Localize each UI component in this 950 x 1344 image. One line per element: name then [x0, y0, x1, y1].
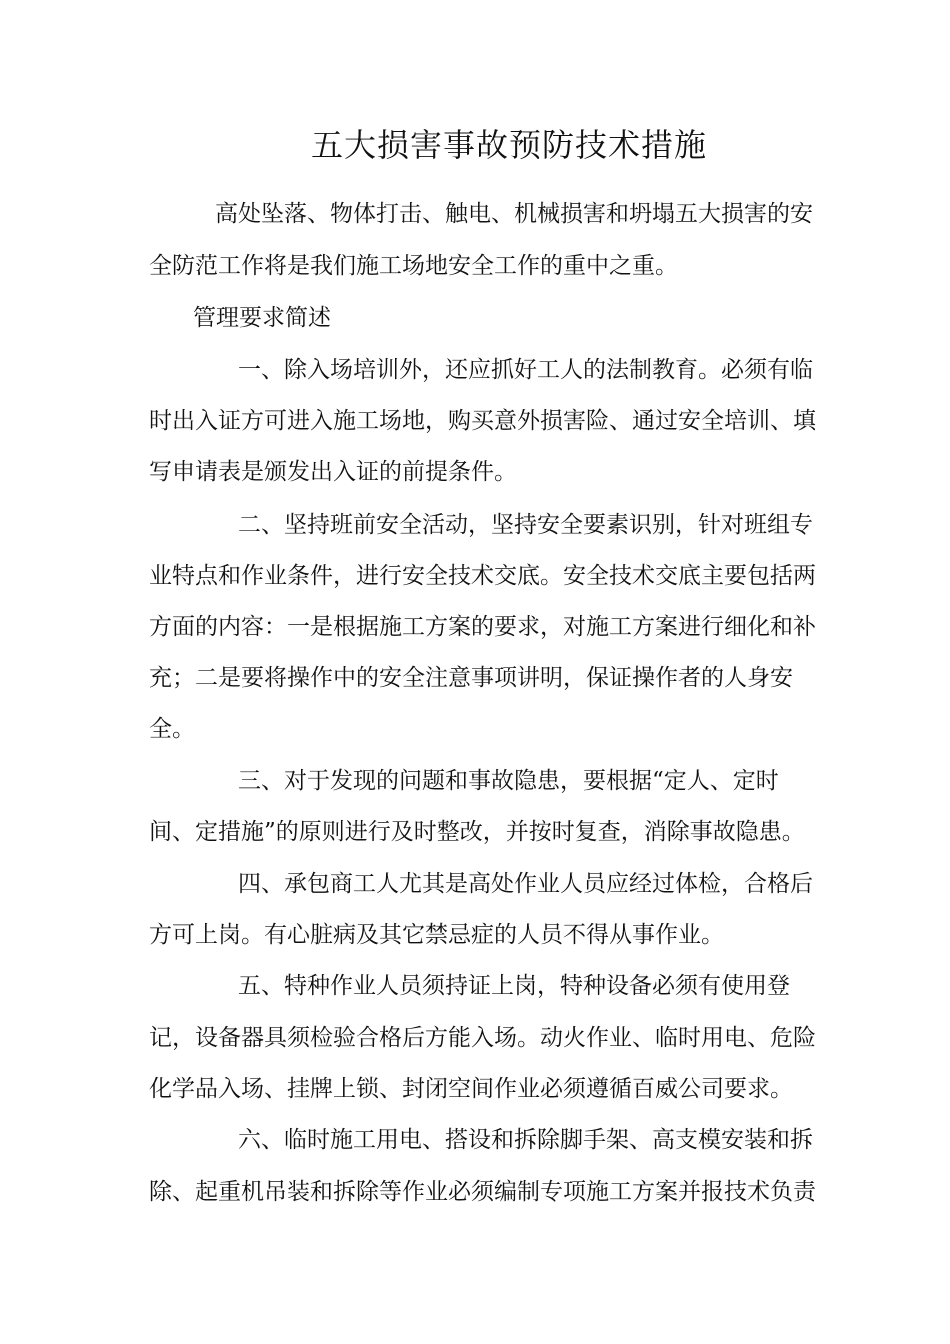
text-line: 记，设备器具须检验合格后方能入场。动火作业、临时用电、危险 [149, 1025, 816, 1051]
text-line: 间、定措施”的原则进行及时整改，并按时复查，消除事故隐患。 [149, 819, 805, 845]
text-line: 全。 [149, 716, 195, 742]
section-heading: 管理要求简述 [193, 305, 331, 331]
text-line: 一、除入场培训外，还应抓好工人的法制教育。必须有临 [238, 357, 813, 383]
text-line: 四、承包商工人尤其是高处作业人员应经过体检，合格后 [238, 871, 813, 897]
text-line: 三、对于发现的问题和事故隐患，要根据“定人、定时 [238, 768, 779, 794]
text-line: 写申请表是颁发出入证的前提条件。 [149, 459, 517, 485]
text-line: 五、特种作业人员须持证上岗，特种设备必须有使用登 [238, 973, 790, 999]
text-line: 方面的内容：一是根据施工方案的要求，对施工方案进行细化和补 [149, 614, 816, 640]
text-line: 时出入证方可进入施工场地，购买意外损害险、通过安全培训、填 [149, 408, 816, 434]
text-line: 二、坚持班前安全活动，坚持安全要素识别，针对班组专 [238, 512, 813, 538]
text-line: 业特点和作业条件，进行安全技术交底。安全技术交底主要包括两 [149, 563, 816, 589]
text-line: 除、起重机吊装和拆除等作业必须编制专项施工方案并报技术负责 [149, 1179, 816, 1205]
text-line: 高处坠落、物体打击、触电、机械损害和坍塌五大损害的安 [215, 201, 813, 227]
text-line: 化学品入场、挂牌上锁、封闭空间作业必须遵循百威公司要求。 [149, 1076, 793, 1102]
text-line: 充；二是要将操作中的安全注意事项讲明，保证操作者的人身安 [149, 665, 793, 691]
document-title: 五大损害事故预防技术措施 [310, 126, 707, 164]
text-line: 全防范工作将是我们施工场地安全工作的重中之重。 [149, 253, 678, 279]
text-line: 六、临时施工用电、搭设和拆除脚手架、高支模安装和拆 [238, 1127, 813, 1153]
text-line: 方可上岗。有心脏病及其它禁忌症的人员不得从事作业。 [149, 922, 724, 948]
